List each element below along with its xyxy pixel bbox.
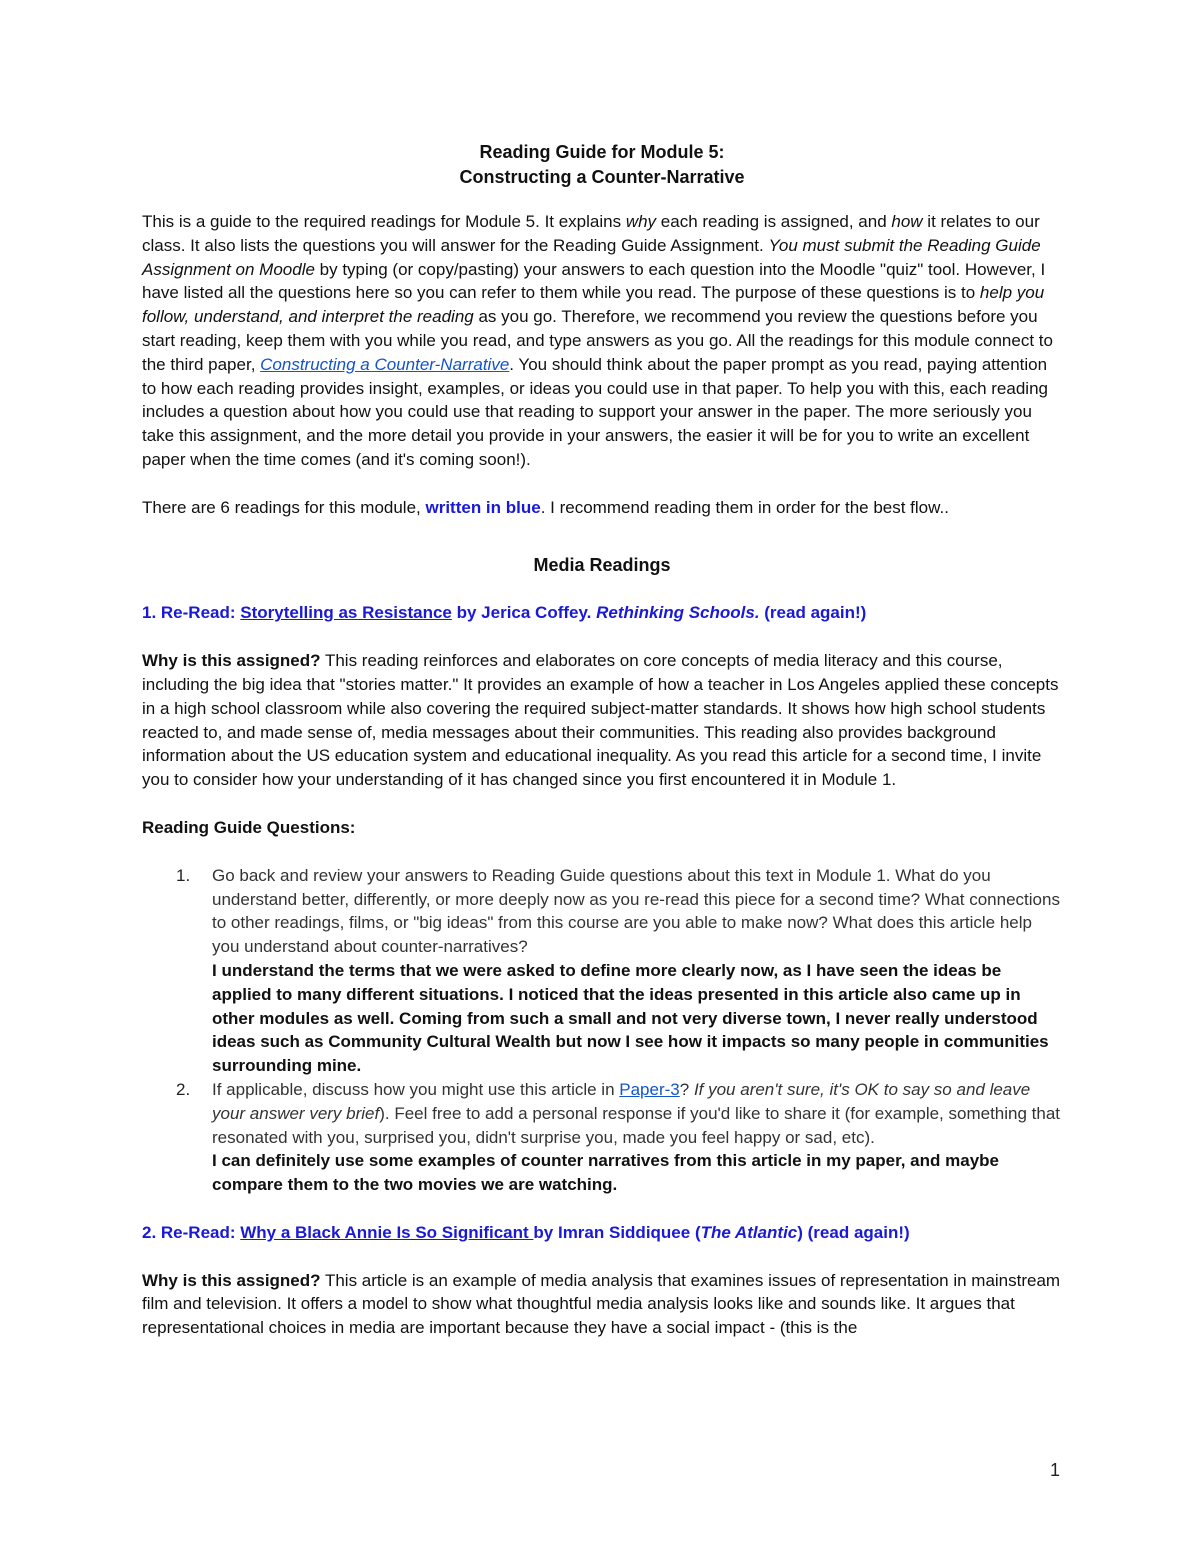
why-text: This article is an example of media analysis that examines issues of representation in mainstream film and television. It offers a model to show what thoughtful media analysis looks like and sounds like. It argues that representational choices in media are important because they have a social impact - (this is the [142, 1270, 1061, 1338]
reading-1-heading [142, 601, 1062, 625]
intro-text: each reading is assigned, and [656, 212, 892, 231]
question-text: If applicable, discuss how you might use this article in [212, 1079, 620, 1099]
reading-2-why [142, 1269, 1062, 1340]
intro-text: . You should think about the paper prompt as you read, paying attention to how each reading provides insight, examples, or ideas you could use in that paper. To help you with this, each reading includes a question about how you could use that reading to support your answer in the paper. The more seriously you take this assignment, and the more detail you provide in your answers, the easier it will be for you to write an excellent paper when the time comes (and it's coming soon!). [142, 354, 1048, 469]
reading-1-link[interactable]: Storytelling as Resistance [240, 603, 452, 623]
page-number: 1 [1049, 1460, 1060, 1480]
reading-2-author: by Imran Siddiquee ( [533, 1222, 701, 1242]
reading-2-link[interactable]: Why a Black Annie Is So Significant [240, 1222, 534, 1242]
why-label: Why is this assigned? [142, 651, 321, 671]
intro-help-phrase: help you follow, understand, and interpret the reading [142, 283, 1045, 327]
question-number: 2. [176, 1079, 191, 1099]
intro-how: how [891, 212, 923, 231]
title-line-1: Reading Guide for Module 5: [479, 142, 725, 162]
paper-3-link[interactable]: Paper-3 [619, 1079, 680, 1099]
reading-1-author: by Jerica Coffey. [451, 603, 597, 623]
reading-1-questions-label [142, 816, 1062, 840]
reading-1-why [142, 649, 1062, 792]
title-line-2: Constructing a Counter-Narrative [459, 167, 745, 187]
intro-text: it relates to our class. It also lists the questions you will answer for the Reading Guide Assignment. [142, 212, 1040, 255]
question-item [142, 1078, 1062, 1197]
question-item [142, 864, 1062, 1078]
paper-prompt-link[interactable]: Constructing a Counter-Narrative [260, 354, 510, 374]
readings-count-text: There are 6 readings for this module, [142, 497, 426, 517]
intro-paragraph [142, 210, 1062, 472]
reading-2-suffix: ) (read again!) [797, 1222, 910, 1242]
question-text: ). Feel free to add a personal response if you'd like to share it (for example, something that resonated with you, surprised you, didn't surprise you, made you feel happy or sad, etc). [212, 1103, 1061, 1147]
why-label: Why is this assigned? [142, 1270, 321, 1290]
intro-text: as you go. Therefore, we recommend you review the questions before you start reading, keep them with you while you read, and type answers as you go. All the readings for this module connect to the third paper, [142, 307, 1053, 374]
reading-1-suffix: (read again!) [759, 603, 867, 623]
reading-2-prefix: 2. Re-Read: [142, 1222, 241, 1242]
intro-must-submit: You must submit the Reading Guide Assignment on Moodle [142, 235, 1041, 279]
answer-text[interactable]: I understand the terms that we were asked to define more clearly now, as I have seen the ideas be applied to many different situations. I noticed that the ideas presented in this article also came up in other modules as well. Coming from such a small and not very diverse town, I never really understood ideas such as Community Cultural Wealth but now I see how it impacts so many people in communities surrounding mine. [212, 960, 1049, 1076]
readings-count-paragraph [142, 496, 1062, 520]
reading-1-source: Rethinking Schools. [596, 603, 760, 623]
why-text: This reading reinforces and elaborates on core concepts of media literacy and this course, including the big idea that "stories matter." It provides an example of how a teacher in Los Angeles applied these concepts in a high school classroom while also covering the required subject-matter standards. It shows how high school students reacted to, and made sense of, media messages about their communities. This reading also provides background information about the US education system and educational inequality. As you read this article for a second time, I invite you to consider how your understanding of it has changed since you first encountered it in Module 1. [142, 651, 1059, 790]
reading-2-heading [142, 1221, 1062, 1245]
written-in-blue: written in blue [425, 497, 541, 517]
question-italic-note: If you aren't sure, it's OK to say so and leave your answer very brief [212, 1079, 1031, 1123]
reading-2-source: The Atlantic [700, 1222, 798, 1242]
question-text: Go back and review your answers to Reading Guide questions about this text in Module 1. What do you understand better, differently, or more deeply now as you re-read this piece for a second time? What connections to other readings, films, or "big ideas" from this course are you able to make now? What does this article help you understand about counter-narratives? [212, 865, 1060, 957]
answer-text[interactable]: I can definitely use some examples of counter narratives from this article in my paper, and maybe compare them to the two movies we are watching. [212, 1151, 999, 1195]
document-body [142, 140, 1062, 1340]
readings-count-text: . I recommend reading them in order for the best flow.. [540, 497, 949, 517]
questions-label: Reading Guide Questions: [142, 817, 356, 837]
intro-why: why [625, 212, 657, 231]
reading-1-question-list [142, 864, 1062, 1197]
question-number: 1. [176, 865, 191, 885]
intro-text: by typing (or copy/pasting) your answers to each question into the Moodle "quiz" tool. However, I have listed all the questions here so you can refer to them while you read. The purpose of these questions is to [142, 259, 1046, 303]
section-title-media-readings: Media Readings [533, 554, 671, 575]
question-text: ? [679, 1079, 694, 1099]
intro-text: This is a guide to the required readings for Module 5. It explains [142, 212, 626, 231]
reading-1-prefix: 1. Re-Read: [142, 603, 241, 623]
